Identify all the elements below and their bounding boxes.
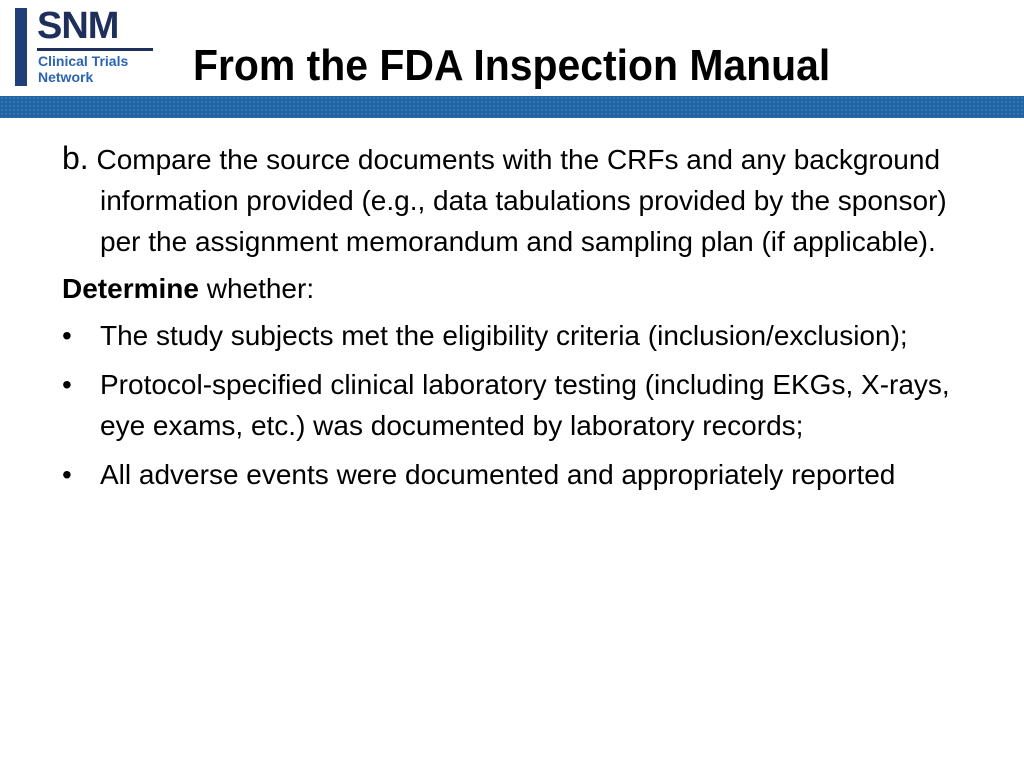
logo-acronym: SNM xyxy=(37,5,119,47)
title-band-texture xyxy=(0,96,1024,118)
paragraph-b xyxy=(62,138,962,262)
paragraph-b-text: Compare the source documents with the CRFs and any background information provided (e.g., data tabulations provided by the sponsor) per the assignment memorandum and sampling plan (if applicable). xyxy=(96,144,947,257)
bullet-list xyxy=(62,315,962,495)
bullet-icon: • xyxy=(62,459,72,490)
determine-rest: whether: xyxy=(198,273,315,304)
slide-title-text: From the FDA Inspection Manual xyxy=(193,41,831,90)
determine-bold: Determine xyxy=(62,273,199,304)
list-item-text: The study subjects met the eligibility criteria (inclusion/exclusion); xyxy=(100,320,908,351)
list-item xyxy=(62,315,962,356)
logo-line-2: Network xyxy=(38,69,94,85)
slide-body xyxy=(62,138,962,503)
logo-line-1: Clinical Trials xyxy=(38,53,129,69)
list-item-text: All adverse events were documented and appropriately reported xyxy=(100,459,896,490)
list-item xyxy=(62,364,962,446)
list-item xyxy=(62,454,962,495)
slide-title xyxy=(0,40,1024,92)
list-item-text: Protocol-specified clinical laboratory testing (including EKGs, X-rays, eye exams, etc.) was documented by laboratory records; xyxy=(100,369,950,441)
determine-line xyxy=(62,268,962,309)
bullet-icon: • xyxy=(62,369,72,400)
bullet-icon: • xyxy=(62,320,72,351)
paragraph-b-prefix: b. xyxy=(62,140,89,176)
